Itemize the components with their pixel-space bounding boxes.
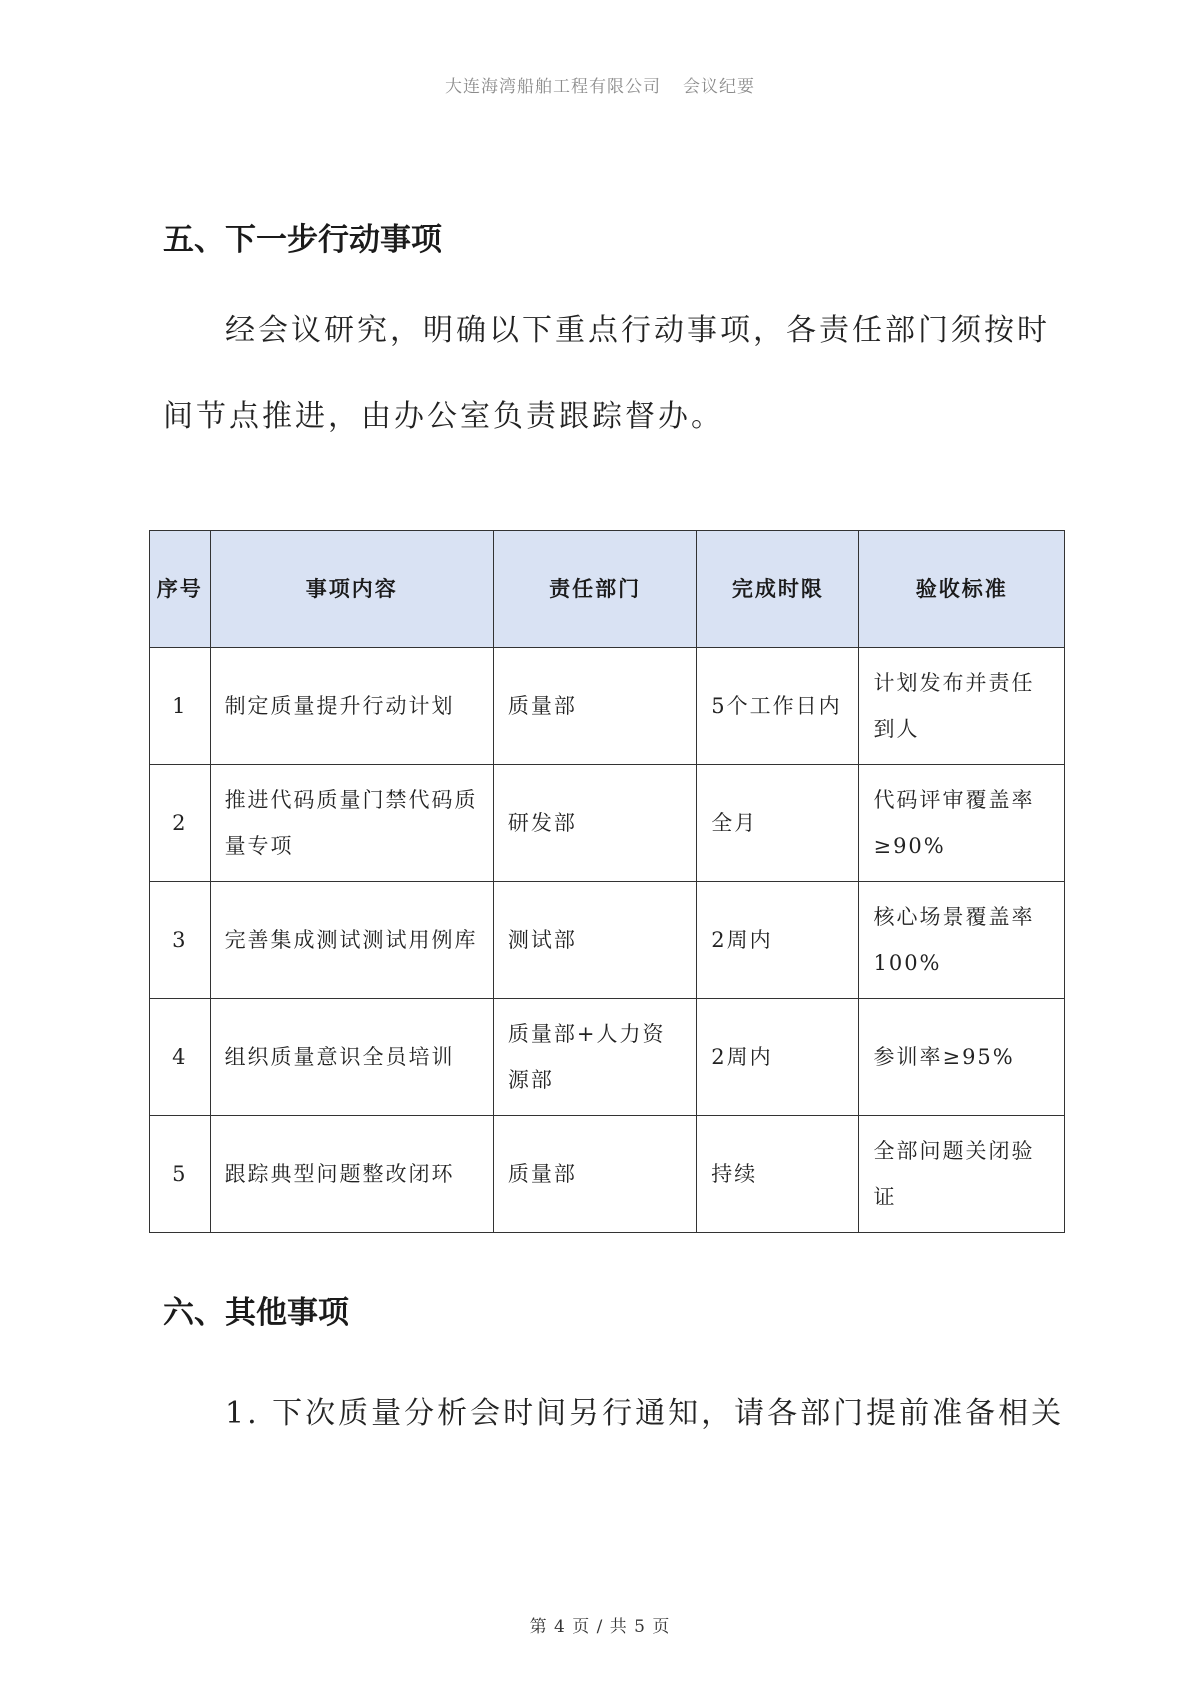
cell-no: 5 (150, 1116, 211, 1233)
table-row (150, 1116, 1065, 1233)
cell-criteria: 计划发布并责任到人 (859, 648, 1065, 765)
section-5-intro: 经会议研究，明确以下重点行动事项，各责任部门须按时间节点推进，由办公室负责跟踪督办。 (163, 313, 1050, 434)
cell-item: 跟踪典型问题整改闭环 (210, 1116, 493, 1233)
page-header (0, 72, 1200, 97)
cell-deadline: 持续 (697, 1116, 859, 1233)
table-row (150, 882, 1065, 999)
header-company: 大连海湾船舶工程有限公司 (445, 77, 661, 97)
cell-deadline: 2周内 (697, 882, 859, 999)
cell-no: 1 (150, 648, 211, 765)
section-5-title: 五、下一步行动事项 (163, 222, 442, 258)
cell-item: 完善集成测试测试用例库 (210, 882, 493, 999)
cell-deadline: 5个工作日内 (697, 648, 859, 765)
header-cell-criteria: 验收标准 (859, 531, 1065, 648)
table-row (150, 999, 1065, 1116)
header-doc-type: 会议纪要 (683, 77, 755, 97)
table-row (150, 765, 1065, 882)
cell-dept: 研发部 (493, 765, 696, 882)
cell-criteria: 参训率≥95% (859, 999, 1065, 1116)
section-6-item-1: 1. 下次质量分析会时间另行通知，请各部门提前准备相关 (225, 1396, 1065, 1431)
action-items-table (149, 530, 1065, 1233)
table-header-row (150, 531, 1065, 648)
cell-item: 制定质量提升行动计划 (210, 648, 493, 765)
page-footer: 第 4 页 / 共 5 页 (529, 1617, 671, 1637)
cell-criteria: 全部问题关闭验证 (859, 1116, 1065, 1233)
cell-dept: 质量部 (493, 648, 696, 765)
cell-no: 2 (150, 765, 211, 882)
cell-no: 4 (150, 999, 211, 1116)
cell-item: 推进代码质量门禁代码质量专项 (210, 765, 493, 882)
header-cell-deadline: 完成时限 (697, 531, 859, 648)
cell-deadline: 全月 (697, 765, 859, 882)
cell-no: 3 (150, 882, 211, 999)
cell-dept: 质量部+人力资源部 (493, 999, 696, 1116)
cell-item: 组织质量意识全员培训 (210, 999, 493, 1116)
section-6-title: 六、其他事项 (163, 1295, 349, 1331)
cell-deadline: 2周内 (697, 999, 859, 1116)
header-cell-no: 序号 (150, 531, 211, 648)
header-cell-dept: 责任部门 (493, 531, 696, 648)
cell-dept: 测试部 (493, 882, 696, 999)
table-row (150, 648, 1065, 765)
header-cell-item: 事项内容 (210, 531, 493, 648)
cell-dept: 质量部 (493, 1116, 696, 1233)
cell-criteria: 核心场景覆盖率100% (859, 882, 1065, 999)
cell-criteria: 代码评审覆盖率≥90% (859, 765, 1065, 882)
